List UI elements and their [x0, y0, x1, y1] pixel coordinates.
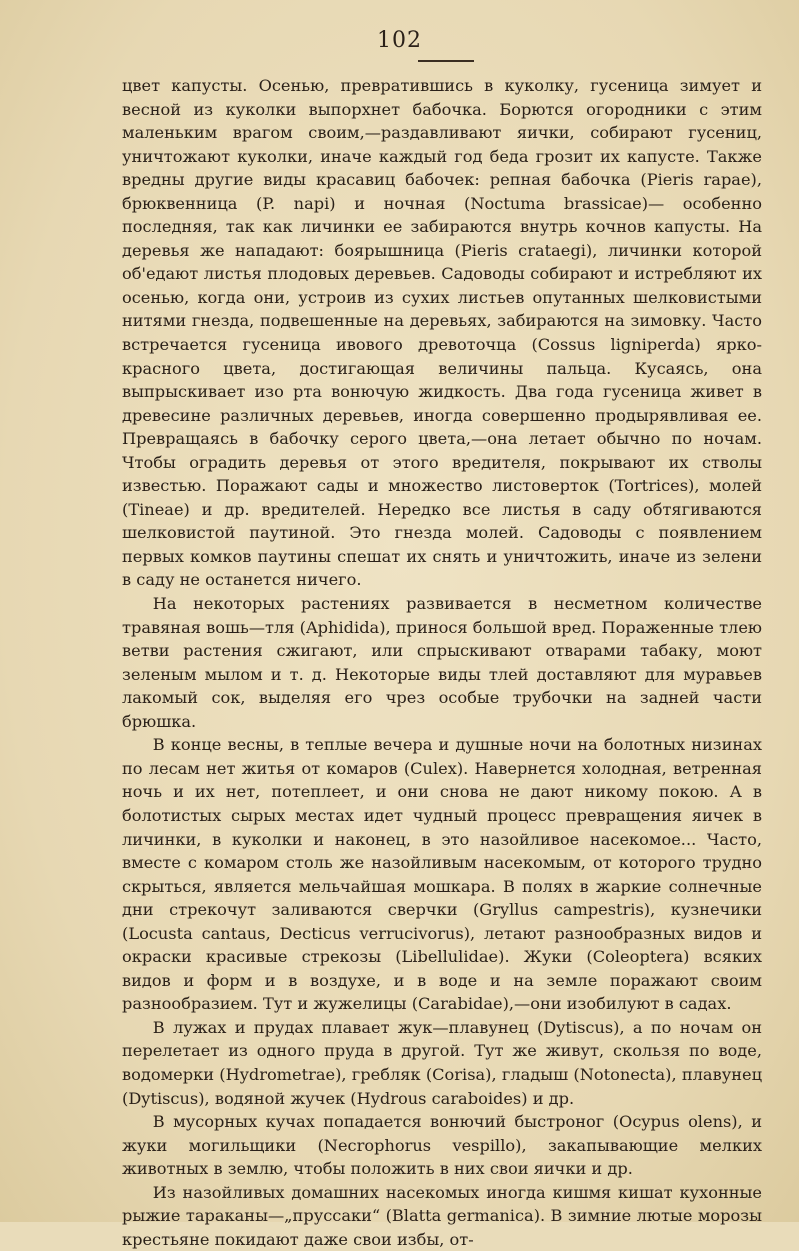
- body-text: [122, 74, 762, 1251]
- paragraph: В конце весны, в теплые вечера и душные ночи на болотных низинах по лесам нет житья от комаров (Culex). Навернется холодная, ветренная ночь и их нет, потеплеет, и они снова не дают никому покою. А в болотистых сырых местах идет чудный процесс превращения яичек в личинки, в куколки и наконец, в это назойливое насекомое... Часто, вместе с комаром столь же назойливым насекомым, от которого трудно скрыться, является мельчайшая мошкара. В полях в жаркие солнечные дни стрекочут заливаются сверчки (Gryllus campestris), кузнечики (Locusta cantaus, Decticus verrucivorus), летают разнообразных видов и окраски красивые стрекозы (Libellulidae). Жуки (Coleoptera) всяких видов и форм и в воздухе, и в воде и на земле поражают своим разнообразием. Тут и жужелицы (Carabidae),—они изобилуют в садах.: [122, 735, 762, 1014]
- paragraph: На некоторых растениях развивается в несметном количестве травяная вошь—тля (Aphidida), принося большой вред. Пораженные тлею ветви растения сжигают, или спрыскивают отварами табаку, моют зеленым мылом и т. д. Некоторые виды тлей доставляют для муравьев лакомый сок, выделяя его чрез особые трубочки на задней части брюшка.: [122, 594, 762, 731]
- page-number: 102: [377, 28, 422, 53]
- page-number-underline: [418, 60, 474, 62]
- paragraph: В лужах и прудах плавает жук—плавунец (Dytiscus), а по ночам он перелетает из одного пруда в другой. Тут же живут, скользя по воде, водомерки (Hydrometrae), гребляк (Corisa), гладыш (Notonecta), плавунец (Dytiscus), водяной жучек (Hydrous caraboides) и др.: [122, 1017, 762, 1108]
- paragraph: цвет капусты. Осенью, превратившись в куколку, гусеница зимует и весной из куколки выпорхнет бабочка. Борются огородники с этим маленьким врагом своим,—раздавливают яички, собирают гусениц, уничтожают куколки, иначе каждый год беда грозит их капусте. Также вредны другие виды красавиц бабочек: репная бабочка (Pieris rapae), брюквенница (P. napi) и ночная (Noctuma brassicae)— особенно последняя, так как личинки ее забираются внутрь кочнов капусты. На деревья же нападают: боярышница (Pieris crataegi), личинки которой об'едают листья плодовых деревьев. Садоводы собирают и истребляют их осенью, когда они, устроив из сухих листьев опутанных шелковистыми нитями гнезда, подвешенные на деревьях, забираются на зимовку. Часто встречается гусеница ивового древоточца (Cossus ligniperda) ярко-красного цвета, достигающая величины пальца. Кусаясь, она выпрыскивает изо рта вонючую жидкость. Два года гусеница живет в древесине различных деревьев, иногда совершенно продырявливая ее. Превращаясь в бабочку серого цвета,—она летает обычно по ночам. Чтобы оградить деревья от этого вредителя, покрывают их стволы известью. Поражают сады и множество листоверток (Tortrices), молей (Tineae) и др. вредителей. Нередко все листья в саду обтягиваются шелковистой паутиной. Это гнезда молей. Садоводы с появлением первых комков паутины спешат их снять и уничтожить, иначе из зелени в саду не останется ничего.: [122, 76, 762, 590]
- paragraph: Из назойливых домашних насекомых иногда кишмя кишат кухонные рыжие тараканы—„пруссаки“ (Blatta germanica). В зимние лютые морозы крестьяне покидают даже свои избы, от-: [122, 1182, 762, 1249]
- paragraph: В мусорных кучах попадается вонючий быстроног (Ocypus olens), и жуки могильщики (Necrophorus vespillo), закапывающие мелких животных в землю, чтобы положить в них свои яички и др.: [122, 1112, 762, 1179]
